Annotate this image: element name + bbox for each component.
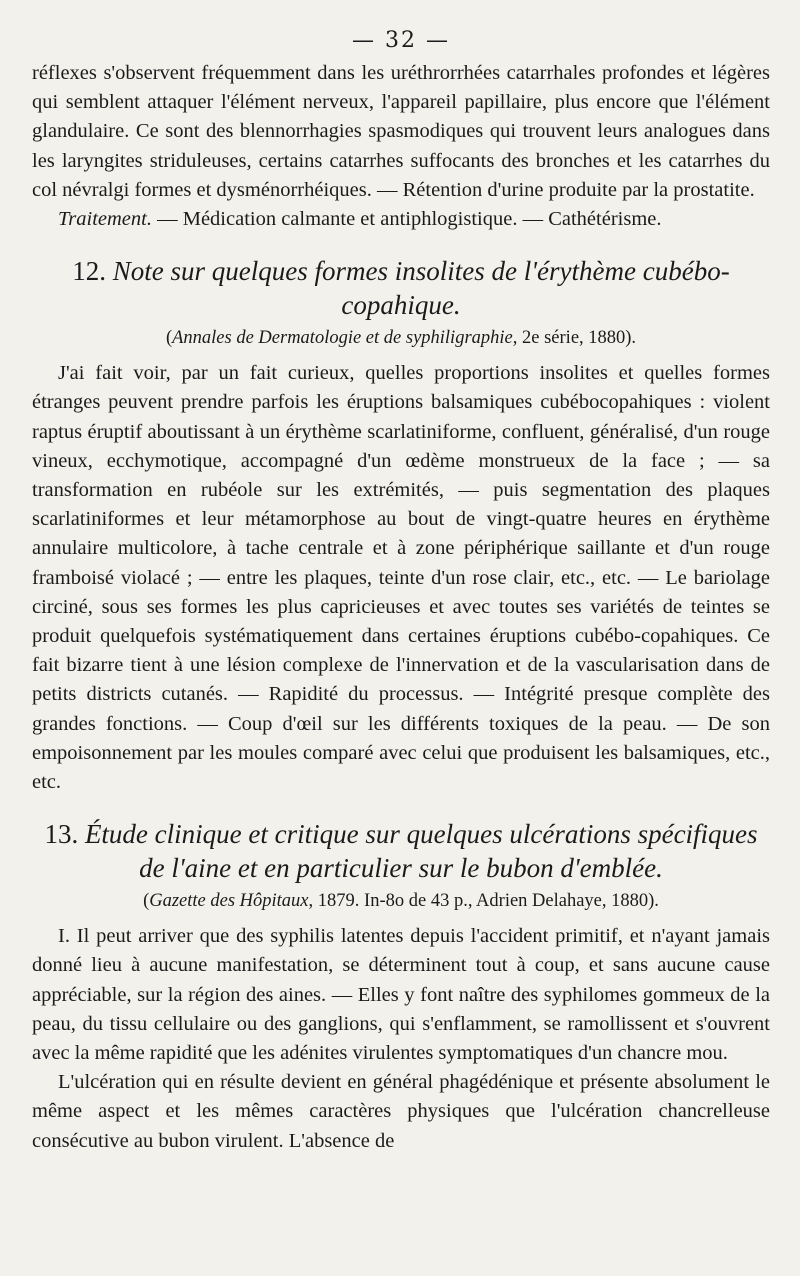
paragraph-syphilis-latentes: I. Il peut arriver que des syphilis latentes depuis l'accident primitif, et n'ayant jamais donné lieu à aucune manifestation, se déterminent tout à coup, et sans aucune cause appréciable, sur la région des aines. — Elles y font naître des syphilomes gommeux de la peau, du tissu cellulaire ou des ganglions, qui s'enflamment, se ramollissent et s'ouvrent avec la même rapidité que les adénites virulentes symptomatiques d'un chancre mou. [32, 925, 770, 1065]
section-12-journal: Annales de Dermatologie et de syphiligraphie [172, 328, 513, 349]
section-12-title: Note sur quelques formes insolites de l'érythème cubébo-copahique. [112, 256, 730, 321]
section-12-source-rest: , 2e série, 1880). [512, 328, 637, 349]
section-12-number: 12. [72, 256, 107, 287]
paragraph-erytheme: J'ai fait voir, par un fait curieux, quelles proportions insolites et quelles formes étranges peuvent prendre parfois les éruptions balsamiques cubébocopahiques : violent raptus éruptif aboutissant à un érythème scarlatiniforme, confluent, généralisé, d'un rouge vineux, ecchymotique, accompagné d'un œdème monstrueux de la face ; — sa transformation en rubéole sur les extrémités, — puis segmentation des plaques scarlatiniformes et leur métamorphose au bout de vingt-quatre heures en érythème annulaire multicolore, à tache centrale et à zone périphérique saillante et d'un rouge framboisé violacé ; — entre les plaques, teinte d'un rose clair, etc., etc. — Le bariolage circiné, sous ses formes les plus capricieuses et avec toutes ses variétés de teintes se produit quelquefois systématiquement dans certaines éruptions cubébo-copahiques. Ce fait bizarre tient à une lésion complexe de l'innervation et de la vascularisation dans de petits districts cutanés. — Rapidité du processus. — Intégrité presque complète des grandes fonctions. — Coup d'œil sur les différents toxiques de la peau. — De son empoisonnement par les moules comparé avec celui que produisent les balsamiques, etc., etc. [32, 362, 770, 794]
section-13-journal: Gazette des Hôpitaux [149, 891, 309, 912]
paragraph-traitement [32, 205, 770, 234]
paragraph-ulceration: L'ulcération qui en résulte devient en général phagédénique et présente absolument le même aspect et les mêmes caractères physiques que l'ulcération chancrelleuse consécutive au bubon virulent. L'absence de [32, 1071, 770, 1152]
section-12-source: (Annales de Dermatologie et de syphiligraphie, 2e série, 1880). [165, 328, 637, 349]
traitement-text: — Médication calmante et antiphlogistique. — Cathétérisme. [151, 208, 662, 231]
section-13-source: (Gazette des Hôpitaux, 1879. In-8o de 43 p., Adrien Delahaye, 1880). [143, 891, 659, 912]
section-13-heading [32, 817, 770, 885]
section-13-number: 13. [44, 819, 79, 850]
section-12-heading [32, 254, 770, 322]
section-13-source-rest: , 1879. In-8o de 43 p., Adrien Delahaye, 1880). [308, 891, 659, 912]
traitement-label: Traitement. [58, 208, 152, 231]
section-13-title: Étude clinique et critique sur quelques ulcérations spécifiques de l'aine et en particulier sur le bubon d'emblée. [84, 819, 758, 884]
page-number: — 32 — [352, 28, 450, 53]
paragraph-blennorrhagies: réflexes s'observent fréquemment dans les uréthrorrhées catarrhales profondes et légères qui semblent attaquer l'élément nerveux, l'appareil papillaire, plus encore que l'élément glandulaire. Ce sont des blennorrhagies spasmodiques qui trouvent leurs analogues dans les laryngites striduleuses, certains catarrhes suffocants des bronches et les catarrhes du col névralgi formes et dysménorrhéiques. — Rétention d'urine produite par la prostatite. [32, 62, 770, 201]
